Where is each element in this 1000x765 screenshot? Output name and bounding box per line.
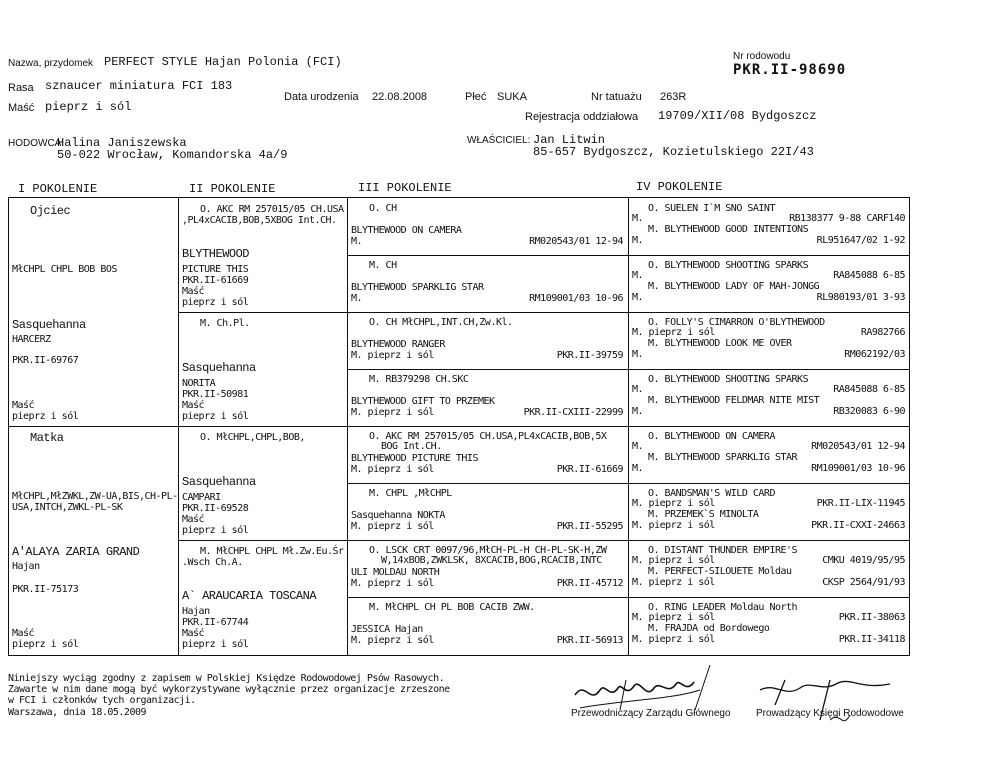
- gen2-color-label: Maść: [182, 286, 205, 297]
- gen4-dam: M. PRZEMEK`S MINOLTA: [648, 509, 759, 520]
- signatures-image: [560, 660, 920, 750]
- dam-role: Matka: [30, 431, 64, 445]
- gen3-color: M. pieprz i sól: [351, 350, 434, 361]
- gen3-color: M.: [351, 236, 363, 247]
- gen4-dam-color: M.: [632, 349, 644, 360]
- color-value: pieprz i sól: [45, 100, 132, 114]
- gen2-name-2: NORITA: [182, 378, 216, 389]
- breeder-name: Halina Janiszewska: [57, 136, 187, 150]
- gen2-color: pieprz i sól: [182, 525, 249, 536]
- sire-color: pieprz i sól: [12, 411, 79, 422]
- sire-role: Ojciec: [30, 204, 71, 218]
- gen4-dam-reg: PKR.II-CXXI-24663: [811, 520, 905, 531]
- sire-color-label: Maść: [12, 400, 35, 411]
- gen4-dam-reg: RM062192/03: [844, 349, 905, 360]
- gen3-cell: [351, 599, 625, 653]
- gen3-cell: [351, 200, 625, 254]
- pedigree-number: PKR.II-98690: [733, 62, 847, 78]
- gen2-cell: [182, 428, 344, 538]
- gen4-sire: O. FOLLY'S CIMARRON O'BLYTHEWOOD: [648, 317, 825, 328]
- gen3-reg: PKR.II-CXIII-22999: [523, 407, 623, 418]
- name-label: Nazwa, przydomek: [8, 58, 94, 69]
- gen2-name-2: CAMPARI: [182, 492, 221, 503]
- gen4-sire-color: M. pieprz i sól: [632, 498, 715, 509]
- footer-line-2: Zawarte w nim dane mogą być wykorzystywane wyłącznie przez organizacje zrzeszone: [8, 684, 450, 695]
- gen4-dam-color: M. pieprz i sól: [632, 520, 715, 531]
- gen4-sire-reg: RB138377 9-88 CARF140: [789, 213, 905, 224]
- gen3-titles: O. AKC RM 257015/05 CH.USA,PL4xCACIB,BOB,5X: [369, 431, 607, 442]
- gen2-reg: PKR.II-67744: [182, 617, 249, 628]
- gen4-sire-color: M. pieprz i sól: [632, 612, 715, 623]
- gen4-sire-reg: CMKU 4019/95/95: [822, 555, 905, 566]
- gen3-titles: O. CH: [369, 203, 397, 214]
- dam-color-label: Maść: [12, 628, 35, 639]
- gen4-sire-color: M.: [632, 441, 644, 452]
- gen4-sire-color: M.: [632, 384, 644, 395]
- reg-label: Nr rodowodu: [733, 51, 791, 62]
- gen-1-heading: I POKOLENIE: [18, 182, 98, 196]
- gen3-titles: M. RB379298 CH.SKC: [369, 374, 469, 385]
- gen3-titles: O. CH MłCHPL,INT.CH,Zw.Kl.: [369, 317, 513, 328]
- gen3-titles: M. CH: [369, 260, 397, 271]
- dam-titles-2: USA,INTCH,ZWKL-PL-SK: [12, 502, 123, 513]
- dam-cell: [12, 429, 178, 653]
- gen4-sire-reg: RA845088 6-85: [833, 384, 905, 395]
- breeder-label: HODOWCA:: [8, 138, 65, 149]
- gen4-sire: O. SUELEN I`M SNO SAINT: [648, 203, 775, 214]
- gen-2-heading: II POKOLENIE: [189, 182, 276, 196]
- gen4-dam-reg: RL951647/02 1-92: [816, 235, 905, 246]
- gen4-sire-color: M.: [632, 270, 644, 281]
- birth-value: 22.08.2008: [372, 91, 428, 103]
- gen3-color: M. pieprz i sól: [351, 578, 434, 589]
- gen2-color: pieprz i sól: [182, 639, 249, 650]
- sire-reg: PKR.II-69767: [12, 355, 79, 366]
- dam-reg: PKR.II-75173: [12, 584, 79, 595]
- gen-3-heading: III POKOLENIE: [358, 181, 452, 195]
- gen2-color: pieprz i sól: [182, 411, 249, 422]
- breed-label: Rasa: [8, 82, 34, 94]
- gen2-name: Sasquehanna: [182, 475, 256, 489]
- gen4-sire: O. BLYTHEWOOD SHOOTING SPARKS: [648, 260, 809, 271]
- gen2-cell: [182, 542, 344, 652]
- gen4-cell: [632, 542, 907, 596]
- gen3-cell: [351, 428, 625, 482]
- gen2-name-2: Hajan: [182, 606, 210, 617]
- gen3-cell: [351, 542, 625, 596]
- gen4-sire: O. DISTANT THUNDER EMPIRE'S: [648, 545, 798, 556]
- sire-name-2: HARCERZ: [12, 334, 51, 345]
- gen2-titles-2: ,PL4xCACIB,BOB,5XBOG Int.CH.: [182, 215, 337, 226]
- gen2-color-label: Maść: [182, 628, 205, 639]
- gen3-name: BLYTHEWOOD ON CAMERA: [351, 225, 462, 236]
- gen4-dam: M. BLYTHEWOOD LADY OF MAH-JONGG: [648, 281, 820, 292]
- gen4-sire-reg: RM020543/01 12-94: [811, 441, 905, 452]
- gen2-reg: PKR.II-50981: [182, 389, 249, 400]
- gen3-reg: RM109001/03 10-96: [529, 293, 623, 304]
- gen4-dam-reg: CKSP 2564/91/93: [822, 577, 905, 588]
- dam-name: A'ALAYA ZARIA GRAND: [12, 545, 140, 559]
- owner-name: Jan Litwin: [533, 133, 606, 147]
- signature-1-label: Przewodniczący Zarządu Głównego: [571, 708, 731, 719]
- gen3-color: M. pieprz i sól: [351, 464, 434, 475]
- gen4-dam-color: M.: [632, 463, 644, 474]
- gen4-sire: O. BANDSMAN'S WILD CARD: [648, 488, 775, 499]
- footer-line-3: w FCI i członków tych organizacji.: [8, 695, 196, 706]
- gen3-color: M. pieprz i sól: [351, 521, 434, 532]
- gen4-sire-color: M.: [632, 213, 644, 224]
- breeder-address: 50-022 Wrocław, Komandorska 4a/9: [57, 148, 288, 162]
- gen2-name-2: PICTURE THIS: [182, 264, 249, 275]
- gen4-dam-color: M.: [632, 235, 644, 246]
- gen3-name: BLYTHEWOOD RANGER: [351, 339, 445, 350]
- gen4-dam: M. BLYTHEWOOD SPARKLIG STAR: [648, 452, 798, 463]
- gen2-reg: PKR.II-61669: [182, 275, 249, 286]
- gen3-reg: PKR.II-39759: [556, 350, 623, 361]
- gen4-cell: [632, 599, 907, 653]
- gen2-titles: O. MłCHPL,CHPL,BOB,: [200, 432, 305, 443]
- gen3-titles: O. LSCK CRT 0097/96,MłCH-PL-H CH-PL-SK-H,ZW: [369, 545, 607, 556]
- gen4-dam: M. BLYTHEWOOD GOOD INTENTIONS: [648, 224, 809, 235]
- gen3-name: BLYTHEWOOD SPARKLIG STAR: [351, 282, 484, 293]
- gen2-name: A` ARAUCARIA TOSCANA: [182, 589, 317, 603]
- gen3-titles-2: BOG Int.CH.: [381, 441, 442, 452]
- birth-label: Data urodzenia: [284, 91, 359, 103]
- gen4-dam-color: M. pieprz i sól: [632, 634, 715, 645]
- sire-titles: MłCHPL CHPL BOB BOS: [12, 264, 117, 275]
- branch-label: Rejestracja oddziałowa: [525, 111, 639, 123]
- gen3-titles: M. MłCHPL CH PL BOB CACIB ZWW.: [369, 602, 535, 613]
- gen4-sire-reg: PKR.II-LIX-11945: [816, 498, 905, 509]
- gen4-cell: [632, 257, 907, 311]
- gen4-sire-color: M. pieprz i sól: [632, 327, 715, 338]
- gen4-dam-color: M. pieprz i sól: [632, 577, 715, 588]
- gen4-dam-reg: RL980193/01 3-93: [816, 292, 905, 303]
- footer-date: Warszawa, dnia 18.05.2009: [8, 707, 147, 718]
- gen4-sire-reg: RA845088 6-85: [833, 270, 905, 281]
- gen3-name: ULI MOLDAU NORTH: [351, 567, 440, 578]
- gen3-color: M.: [351, 293, 363, 304]
- gen4-sire-reg: RA982766: [860, 327, 905, 338]
- gen3-cell: [351, 485, 625, 539]
- gen2-color: pieprz i sól: [182, 297, 249, 308]
- gen2-color-label: Maść: [182, 400, 205, 411]
- dog-name: PERFECT STYLE Hajan Polonia (FCI): [104, 55, 342, 69]
- gen2-titles: M. MłCHPL CHPL Mł.Zw.Eu.Śr: [200, 546, 344, 557]
- gen3-name: Sasquehanna NOKTA: [351, 510, 445, 521]
- gen4-dam-reg: RM109001/03 10-96: [811, 463, 905, 474]
- owner-address: 85-657 Bydgoszcz, Kozietulskiego 22I/43: [533, 145, 814, 159]
- gen4-cell: [632, 428, 907, 482]
- breed-value: sznaucer miniatura FCI 183: [45, 79, 233, 93]
- gen2-name: Sasquehanna: [182, 361, 256, 375]
- dam-titles: MłCHPL,MłZWKL,ZW-UA,BIS,CH-PL-: [12, 491, 178, 502]
- gen4-dam-reg: PKR.II-34118: [838, 634, 905, 645]
- gen3-name: BLYTHEWOOD PICTURE THIS: [351, 453, 478, 464]
- gen3-reg: PKR.II-61669: [556, 464, 623, 475]
- gen4-sire: O. RING LEADER Moldau North: [648, 602, 798, 613]
- gen4-cell: [632, 371, 907, 425]
- gen4-dam: M. BLYTHEWOOD FELDMAR NITE MIST: [648, 395, 820, 406]
- gen3-titles: M. CHPL ,MłCHPL: [369, 488, 452, 499]
- dam-name-2: Hajan: [12, 561, 40, 572]
- gen3-reg: PKR.II-56913: [556, 635, 623, 646]
- gen4-cell: [632, 485, 907, 539]
- gen4-sire: O. BLYTHEWOOD SHOOTING SPARKS: [648, 374, 809, 385]
- gen3-reg: PKR.II-55295: [556, 521, 623, 532]
- gen3-cell: [351, 371, 625, 425]
- gen2-titles: O. AKC RM 257015/05 CH.USA: [200, 204, 344, 215]
- sex-value: SUKA: [497, 91, 527, 103]
- gen4-dam: M. FRAJDA od Bordowego: [648, 623, 770, 634]
- gen2-reg: PKR.II-69528: [182, 503, 249, 514]
- gen4-sire-reg: PKR.II-38063: [838, 612, 905, 623]
- gen3-name: BLYTHEWOOD GIFT TO PRZEMEK: [351, 396, 495, 407]
- gen3-cell: [351, 257, 625, 311]
- gen4-dam: M. BLYTHEWOOD LOOK ME OVER: [648, 338, 792, 349]
- gen2-cell: [182, 200, 344, 310]
- gen3-name: JESSICA Hajan: [351, 624, 423, 635]
- footer-line-1: Niniejszy wyciąg zgodny z zapisem w Polskiej Księdze Rodowodowej Psów Rasowych.: [8, 673, 445, 684]
- gen3-color: M. pieprz i sól: [351, 635, 434, 646]
- dam-color: pieprz i sól: [12, 639, 79, 650]
- gen2-cell: [182, 314, 344, 424]
- color-label: Maść: [8, 102, 35, 114]
- gen2-titles: M. Ch.Pl.: [200, 318, 250, 329]
- signature-2-label: Prowadzący Księgi Rodowodowe: [756, 708, 904, 719]
- gen3-reg: RM020543/01 12-94: [529, 236, 623, 247]
- tattoo-label: Nr tatuażu: [591, 91, 642, 103]
- gen2-titles-2: .Wsch Ch.A.: [182, 557, 243, 568]
- sex-label: Płeć: [465, 91, 487, 103]
- gen2-name: BLYTHEWOOD: [182, 247, 250, 261]
- gen4-sire: O. BLYTHEWOOD ON CAMERA: [648, 431, 775, 442]
- sire-cell: [12, 200, 174, 424]
- gen3-cell: [351, 314, 625, 368]
- gen4-sire-color: M. pieprz i sól: [632, 555, 715, 566]
- tattoo-value: 263R: [660, 91, 687, 103]
- gen2-color-label: Maść: [182, 514, 205, 525]
- sire-name: Sasquehanna: [12, 318, 86, 332]
- gen4-cell: [632, 314, 907, 368]
- gen3-color: M. pieprz i sól: [351, 407, 434, 418]
- gen4-dam-color: M.: [632, 406, 644, 417]
- owner-label: WŁAŚCICIEL:: [467, 135, 531, 146]
- gen4-dam: M. PERFECT-SILOUETE Moldau: [648, 566, 792, 577]
- gen-4-heading: IV POKOLENIE: [636, 180, 723, 194]
- gen3-titles-2: W,14xBOB,ZWKLSK, 8XCACIB,BOG,RCACIB,INTC: [381, 555, 602, 566]
- gen3-reg: PKR.II-45712: [556, 578, 623, 589]
- gen4-dam-reg: RB320083 6-90: [833, 406, 905, 417]
- gen4-cell: [632, 200, 907, 254]
- branch-value: 19709/XII/08 Bydgoszcz: [658, 109, 817, 123]
- gen4-dam-color: M.: [632, 292, 644, 303]
